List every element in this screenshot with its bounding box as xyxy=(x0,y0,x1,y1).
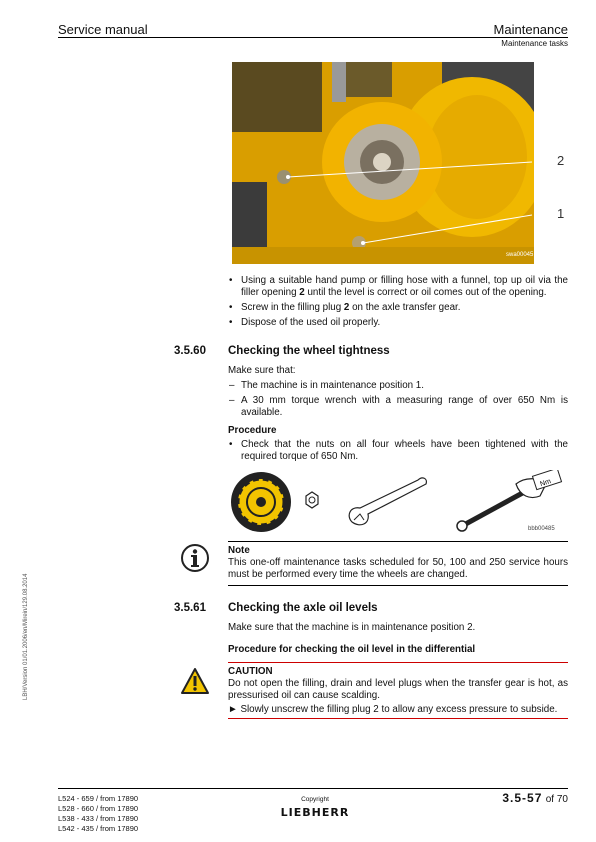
model-line: L538 - 433 / from 17890 xyxy=(58,814,139,823)
arrow-right-icon: ► xyxy=(228,704,238,715)
wheel-tools-figure xyxy=(228,470,568,534)
caution-action-text: Slowly unscrew the filling plug 2 to allow any excess pressure to subside. xyxy=(240,704,558,715)
make-sure-text: Make sure that: xyxy=(228,365,296,376)
model-line: L542 - 435 / from 17890 xyxy=(58,824,139,833)
page-number-value: 3.5-57 xyxy=(502,791,543,805)
section-number: 3.5.61 xyxy=(174,602,206,614)
warning-icon xyxy=(180,667,210,695)
section-number: 3.5.60 xyxy=(174,345,206,357)
page-total: of 70 xyxy=(545,794,568,805)
note-rule xyxy=(228,585,568,586)
note-title: Note xyxy=(228,545,250,556)
model-line: L524 - 659 / from 17890 xyxy=(58,794,139,803)
figure-code: bbb00485 xyxy=(528,526,555,532)
make-sure-text: Make sure that the machine is in maintenance position 2. xyxy=(228,622,476,633)
callout-2: 2 xyxy=(557,153,565,168)
caution-box xyxy=(228,662,568,719)
info-icon xyxy=(180,543,210,573)
condition-item: – The machine is in maintenance position 1. xyxy=(228,380,568,392)
wheel-conditions xyxy=(228,365,568,466)
oil-level-intro xyxy=(228,622,568,656)
procedure-label: Procedure xyxy=(228,425,277,436)
header-subchapter: Maintenance tasks xyxy=(501,39,568,48)
side-version-text: LBH/Version 01/01.2006/en/Mirein/129.08.2014 xyxy=(23,573,29,700)
fill-step: • Using a suitable hand pump or filling hose with a funnel, top up oil via the filler opening 2 until the level is correct or oil comes out of the opening. xyxy=(228,275,568,299)
copyright-text: Copyright xyxy=(301,796,329,803)
model-line: L528 - 660 / from 17890 xyxy=(58,804,139,813)
figure-code: swa00045 xyxy=(506,252,534,258)
caution-action xyxy=(228,704,568,716)
footer-models xyxy=(58,794,138,834)
page-number xyxy=(502,791,568,805)
note-text: This one-off maintenance tasks scheduled for 50, 100 and 250 service hours must be performed every time the wheels are changed. xyxy=(228,557,568,580)
section-title: Checking the axle oil levels xyxy=(228,602,378,614)
fill-step: • Screw in the filling plug 2 on the axle transfer gear. xyxy=(228,302,568,314)
fill-steps xyxy=(228,275,568,332)
header-rule xyxy=(58,37,568,38)
condition-item: – A 30 mm torque wrench with a measuring range of over 650 Nm is available. xyxy=(228,395,568,419)
procedure-label: Procedure for checking the oil level in the differential xyxy=(228,644,476,655)
fill-step: • Dispose of the used oil properly. xyxy=(228,317,568,329)
caution-text: Do not open the filling, drain and level plugs when the transfer gear is hot, as pressurised oil can cause scalding. xyxy=(228,678,568,701)
caution-title: CAUTION xyxy=(228,666,273,677)
header-title: Service manual xyxy=(58,22,148,37)
note-box xyxy=(228,541,568,586)
header-chapter: Maintenance xyxy=(493,22,568,37)
caution-rule xyxy=(228,718,568,719)
axle-gear-photo xyxy=(232,62,534,264)
wrench-nm-label: Nm xyxy=(539,478,552,489)
footer-rule xyxy=(58,788,568,789)
callout-1: 1 xyxy=(557,206,565,221)
procedure-step: • Check that the nuts on all four wheels have been tightened with the required torque of 650 Nm. xyxy=(228,439,568,463)
liebherr-logo: LIEBHERR xyxy=(280,806,350,819)
section-title: Checking the wheel tightness xyxy=(228,345,390,357)
